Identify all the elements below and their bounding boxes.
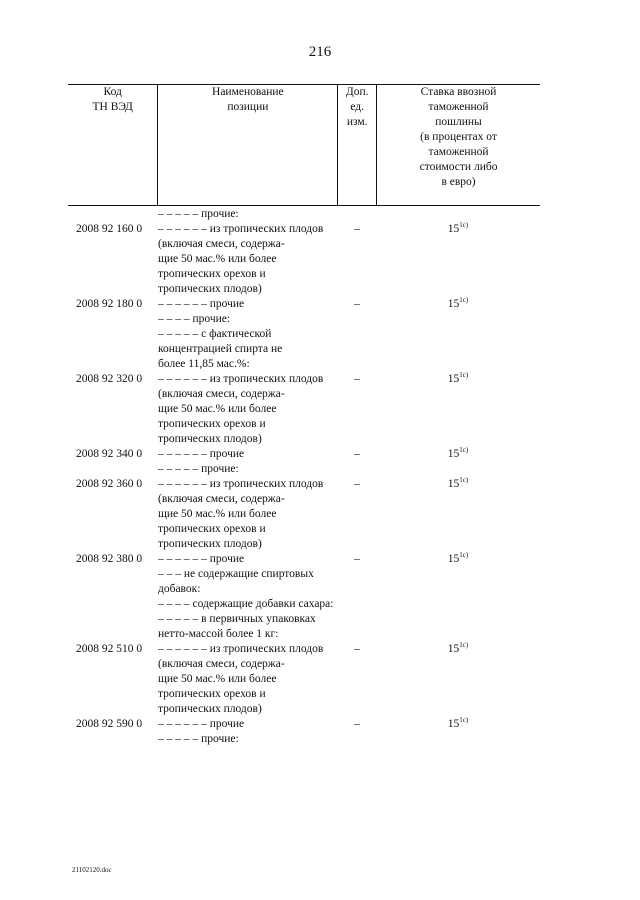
table-row <box>68 552 540 567</box>
row-name: – – – – прочие: <box>158 313 231 325</box>
table-row <box>68 207 540 222</box>
table-row <box>68 372 540 447</box>
row-rate <box>376 297 540 312</box>
rate-value: 15 <box>447 643 460 655</box>
rate-value: 15 <box>447 448 460 460</box>
header-name: Наименование позиции <box>158 85 338 205</box>
row-code: 2008 92 510 0 <box>76 643 143 655</box>
rate-value: 15 <box>447 718 460 730</box>
table-header <box>68 85 540 205</box>
table-row <box>68 732 540 747</box>
row-name: – – – – содержащие добавки сахара: <box>158 598 334 610</box>
row-name: – – – – – прочие: <box>158 463 239 475</box>
row-code <box>68 732 158 747</box>
table-row <box>68 447 540 462</box>
row-rate <box>376 717 540 732</box>
row-rate <box>376 642 540 717</box>
row-unit: – <box>354 373 360 385</box>
row-unit: – <box>354 448 360 460</box>
page-number: 216 <box>308 44 332 60</box>
row-name: – – – – – – прочие <box>158 553 245 565</box>
row-code <box>68 612 158 642</box>
table-row <box>68 597 540 612</box>
row-code <box>68 462 158 477</box>
row-rate <box>376 312 540 327</box>
row-rate <box>376 477 540 552</box>
row-code: 2008 92 160 0 <box>76 223 143 235</box>
row-code <box>68 597 158 612</box>
rate-footnote: 1с) <box>459 716 469 724</box>
row-rate <box>376 552 540 567</box>
row-unit <box>338 732 376 747</box>
rate-footnote: 1с) <box>459 296 469 304</box>
row-unit <box>338 567 376 597</box>
row-code <box>68 312 158 327</box>
row-rate <box>376 612 540 642</box>
row-name: – – – – – – прочие <box>158 718 245 730</box>
row-rate <box>376 207 540 222</box>
rate-value: 15 <box>447 223 460 235</box>
row-name: – – – – – – из тропических плодов (включая смеси, содержа- щие 50 мас.% или более тропических орехов и тропических плодов) <box>158 223 324 295</box>
row-code: 2008 92 340 0 <box>76 448 143 460</box>
rate-footnote: 1с) <box>459 551 469 559</box>
row-name: – – – не содержащие спиртовых добавок: <box>158 568 314 595</box>
table-row <box>68 642 540 717</box>
rate-footnote: 1с) <box>459 446 469 454</box>
header-rate: Ставка ввозной таможенной пошлины (в процентах от таможенной стоимости либо в евро) <box>419 86 498 188</box>
table-row <box>68 327 540 372</box>
row-unit <box>338 207 376 222</box>
table-row <box>68 612 540 642</box>
row-rate <box>376 327 540 372</box>
row-unit <box>338 597 376 612</box>
table-row <box>68 567 540 597</box>
row-code <box>68 207 158 222</box>
row-name: – – – – – – из тропических плодов (включая смеси, содержа- щие 50 мас.% или более тропических орехов и тропических плодов) <box>158 373 324 445</box>
rate-value: 15 <box>447 373 460 385</box>
table-row <box>68 222 540 297</box>
header-code: Код ТН ВЭД <box>68 85 158 205</box>
row-unit: – <box>354 223 360 235</box>
table-row <box>68 462 540 477</box>
row-code: 2008 92 380 0 <box>76 553 143 565</box>
row-code <box>68 327 158 372</box>
row-code <box>68 567 158 597</box>
row-rate <box>376 462 540 477</box>
row-rate <box>376 567 540 597</box>
table-row <box>68 477 540 552</box>
row-code: 2008 92 360 0 <box>76 478 143 490</box>
row-code: 2008 92 590 0 <box>76 718 143 730</box>
header-unit: Доп. ед. изм. <box>338 85 377 205</box>
row-name: – – – – – – прочие <box>158 448 245 460</box>
row-code: 2008 92 320 0 <box>76 373 143 385</box>
row-name: – – – – – прочие: <box>158 208 239 220</box>
row-rate <box>376 222 540 297</box>
table-header-rule <box>68 205 540 206</box>
row-rate <box>376 372 540 447</box>
row-name: – – – – – – из тропических плодов (включая смеси, содержа- щие 50 мас.% или более тропических орехов и тропических плодов) <box>158 643 324 715</box>
row-unit: – <box>354 478 360 490</box>
table-row <box>68 717 540 732</box>
rate-value: 15 <box>447 298 460 310</box>
row-rate <box>376 597 540 612</box>
rate-value: 15 <box>447 553 460 565</box>
row-unit: – <box>354 298 360 310</box>
table-body <box>68 207 540 747</box>
row-name: – – – – – в первичных упаковках нетто-массой более 1 кг: <box>158 613 316 640</box>
tariff-table <box>68 84 540 747</box>
table-row <box>68 312 540 327</box>
rate-value: 15 <box>447 478 460 490</box>
row-unit: – <box>354 553 360 565</box>
row-rate <box>376 447 540 462</box>
row-unit <box>338 462 376 477</box>
row-unit: – <box>354 643 360 655</box>
row-name: – – – – – – из тропических плодов (включая смеси, содержа- щие 50 мас.% или более тропических орехов и тропических плодов) <box>158 478 324 550</box>
row-code: 2008 92 180 0 <box>76 298 143 310</box>
row-name: – – – – – – прочие <box>158 298 245 310</box>
row-unit <box>338 312 376 327</box>
rate-footnote: 1с) <box>459 221 469 229</box>
rate-footnote: 1с) <box>459 371 469 379</box>
row-name: – – – – – с фактической концентрацией спирта не более 11,85 мас.%: <box>158 328 283 370</box>
rate-footnote: 1с) <box>459 476 469 484</box>
row-rate <box>376 732 540 747</box>
rate-footnote: 1с) <box>459 641 469 649</box>
table-row <box>68 297 540 312</box>
row-name: – – – – – прочие: <box>158 733 239 745</box>
row-unit <box>338 327 376 372</box>
footer-filename: 21102120.doc <box>72 866 112 874</box>
row-unit: – <box>354 718 360 730</box>
row-unit <box>338 612 376 642</box>
